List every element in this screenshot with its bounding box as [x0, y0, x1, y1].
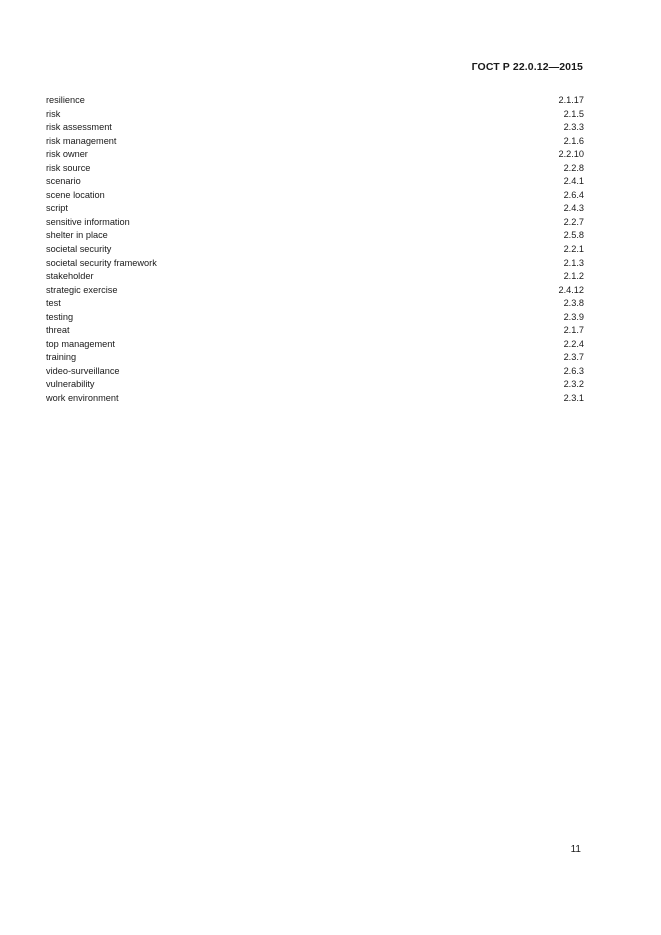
index-entry — [46, 284, 584, 298]
index-term: risk source — [46, 162, 91, 173]
index-term: risk assessment — [46, 122, 112, 133]
term-index-list — [46, 94, 584, 406]
index-entry — [46, 324, 584, 338]
index-term: societal security — [46, 244, 112, 255]
index-term: vulnerability — [46, 379, 95, 390]
index-term: work environment — [46, 393, 119, 404]
index-entry — [46, 175, 584, 189]
standard-code-header: ГОСТ Р 22.0.12—2015 — [471, 61, 583, 73]
index-entry — [46, 351, 584, 365]
index-term: test — [46, 298, 61, 309]
index-entry — [46, 202, 584, 216]
index-term: scene location — [46, 189, 105, 200]
index-entry — [46, 229, 584, 243]
index-term: sensitive information — [46, 216, 130, 227]
index-entry — [46, 243, 584, 257]
index-entry — [46, 257, 584, 271]
index-reference: 2.4.12 — [558, 284, 584, 295]
index-entry — [46, 378, 584, 392]
index-term: video-surveillance — [46, 365, 120, 376]
index-reference: 2.1.7 — [563, 325, 584, 336]
index-term: risk — [46, 108, 61, 119]
index-reference: 2.6.3 — [563, 365, 584, 376]
index-entry — [46, 108, 584, 122]
page-number: 11 — [570, 844, 581, 855]
index-entry — [46, 121, 584, 135]
index-reference: 2.2.1 — [563, 244, 584, 255]
index-entry — [46, 338, 584, 352]
index-entry — [46, 270, 584, 284]
index-reference: 2.3.8 — [563, 298, 584, 309]
index-reference: 2.3.9 — [563, 311, 584, 322]
index-term: societal security framework — [46, 257, 157, 268]
index-reference: 2.3.1 — [563, 393, 584, 404]
index-entry — [46, 311, 584, 325]
index-term: training — [46, 352, 77, 363]
index-term: testing — [46, 311, 74, 322]
index-term: strategic exercise — [46, 284, 118, 295]
index-reference: 2.1.5 — [563, 108, 584, 119]
index-reference: 2.2.7 — [563, 216, 584, 227]
index-term: stakeholder — [46, 271, 94, 282]
index-reference: 2.4.3 — [563, 203, 584, 214]
index-reference: 2.1.3 — [563, 257, 584, 268]
index-entry — [46, 216, 584, 230]
index-reference: 2.1.2 — [563, 271, 584, 282]
index-entry — [46, 365, 584, 379]
index-reference: 2.1.17 — [558, 95, 584, 105]
index-term: script — [46, 203, 68, 214]
index-reference: 2.6.4 — [563, 189, 584, 200]
index-reference: 2.2.4 — [563, 338, 584, 349]
index-term: threat — [46, 325, 70, 336]
index-entry — [46, 392, 584, 406]
index-reference: 2.4.1 — [563, 176, 584, 187]
index-term: top management — [46, 338, 115, 349]
index-entry — [46, 189, 584, 203]
index-reference: 2.3.2 — [563, 379, 584, 390]
index-reference: 2.2.8 — [563, 162, 584, 173]
index-reference: 2.5.8 — [563, 230, 584, 241]
index-entry — [46, 94, 584, 108]
index-reference: 2.2.10 — [558, 149, 584, 160]
index-term: shelter in place — [46, 230, 108, 241]
index-entry — [46, 297, 584, 311]
index-reference: 2.3.7 — [563, 352, 584, 363]
index-reference: 2.1.6 — [563, 135, 584, 146]
index-term: risk owner — [46, 149, 88, 160]
index-reference: 2.3.3 — [563, 122, 584, 133]
index-term: risk management — [46, 135, 117, 146]
index-entry — [46, 148, 584, 162]
index-entry — [46, 135, 584, 149]
index-term: resilience — [46, 95, 85, 105]
index-entry — [46, 162, 584, 176]
index-term: scenario — [46, 176, 81, 187]
